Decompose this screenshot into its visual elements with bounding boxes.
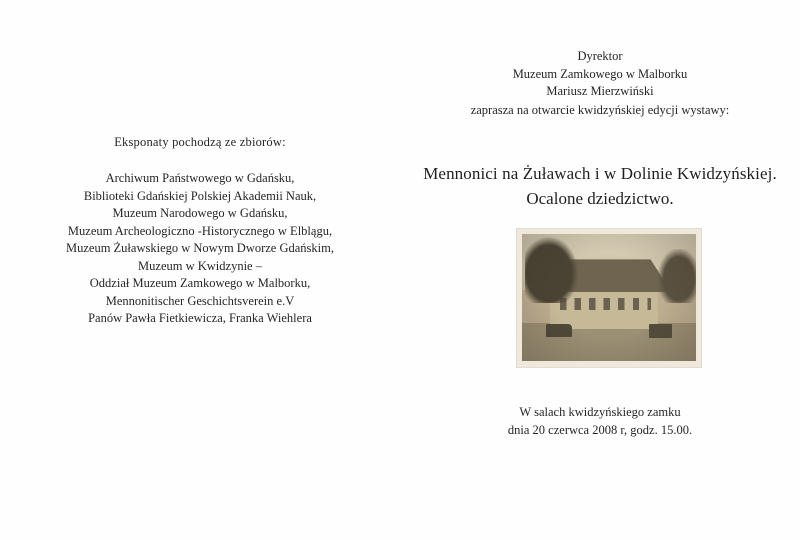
exhibit-title-line-1: Mennonici na Żuławach i w Dolinie Kwidzyńskiej.	[423, 164, 777, 183]
collections-heading: Eksponaty pochodzą ze zbiorów:	[114, 135, 286, 149]
list-item: Biblioteki Gdańskiej Polskiej Akademii Nauk,	[83, 188, 317, 203]
exhibit-title-line-2: Ocalone dziedzictwo.	[526, 189, 674, 208]
museum-name: Muzeum Zamkowego w Malborku	[512, 66, 688, 81]
historic-farmhouse-photo	[522, 234, 696, 361]
director-label: Dyrektor	[577, 49, 623, 63]
list-item: Archiwum Państwowego w Gdańsku,	[105, 171, 295, 185]
collections-list	[0, 170, 400, 328]
list-item: Muzeum Żuławskiego w Nowym Dworze Gdańskim,	[65, 241, 334, 255]
list-item: Muzeum w Kwidzynie –	[138, 258, 262, 273]
venue-datetime: dnia 20 czerwca 2008 r, godz. 15.00.	[507, 423, 693, 437]
venue-location: W salach kwidzyńskiego zamku	[519, 405, 681, 419]
list-item: Muzeum Archeologiczno -Historycznego w Elblągu,	[67, 223, 333, 238]
page-title	[400, 161, 800, 211]
collections-panel	[0, 135, 400, 328]
invitation-text: zaprasza na otwarcie kwidzyńskiej edycji wystawy:	[470, 102, 730, 117]
list-item: Panów Pawła Fietkiewicza, Franka Wiehlera	[88, 311, 312, 325]
photograph-frame	[517, 229, 701, 367]
invitation-header	[400, 48, 800, 119]
list-item: Oddział Muzeum Zamkowego w Malborku,	[89, 276, 311, 290]
list-item: Muzeum Narodowego w Gdańsku,	[112, 206, 288, 220]
invitation-panel	[400, 0, 800, 540]
photo-vignette	[522, 234, 696, 361]
venue-info	[400, 403, 800, 439]
director-name: Mariusz Mierzwiński	[546, 84, 654, 98]
list-item: Mennonitischer Geschichtsverein e.V	[105, 293, 295, 308]
